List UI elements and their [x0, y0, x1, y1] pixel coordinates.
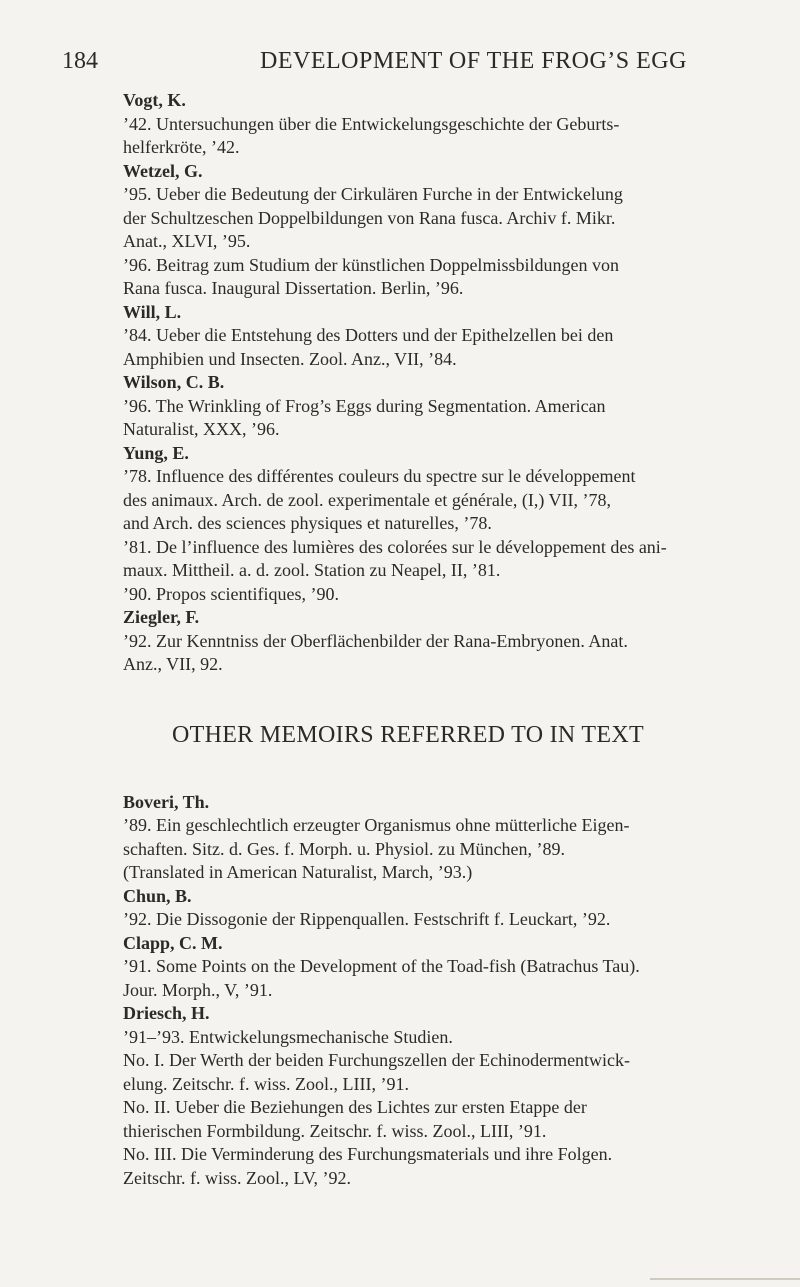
reference-line: Zeitschr. f. wiss. Zool., LV, ’92.	[123, 1167, 351, 1188]
reference-entry	[123, 1049, 789, 1096]
reference-entry	[123, 630, 789, 677]
reference-entry	[123, 536, 789, 583]
reference-line: Anat., XLVI, ’95.	[123, 231, 251, 251]
bibliography	[0, 89, 800, 1190]
reference-line: ’84. Ueber die Entstehung des Dotters und der Epithelzellen bei den	[123, 325, 614, 345]
reference-author: Boveri, Th.	[123, 791, 210, 812]
reference-line: des animaux. Arch. de zool. experimentale et générale, (I,) VII, ’78,	[123, 489, 611, 510]
reference-author: Wetzel, G.	[123, 160, 203, 181]
reference-line: schaften. Sitz. d. Ges. f. Morph. u. Physiol. zu München, ’89.	[123, 838, 565, 859]
reference-line: ’96. Beitrag zum Studium der künstlichen Doppelmissbildungen von	[123, 254, 619, 275]
reference-line: and Arch. des sciences physiques et naturelles, ’78.	[123, 513, 492, 533]
reference-entry	[123, 254, 789, 301]
reference-author: Vogt, K.	[123, 90, 186, 110]
reference-line: thierischen Formbildung. Zeitschr. f. wiss. Zool., LIII, ’91.	[123, 1120, 547, 1141]
reference-author: Yung, E.	[123, 442, 189, 463]
reference-line: Jour. Morph., V, ’91.	[123, 979, 273, 1000]
reference-line: No. I. Der Werth der beiden Furchungszellen der Echinodermentwick-	[123, 1050, 631, 1070]
reference-line: Naturalist, XXX, ’96.	[123, 419, 280, 439]
reference-line: ’95. Ueber die Bedeutung der Cirkulären Furche in der Entwickelung	[123, 184, 623, 204]
reference-entry	[123, 183, 789, 254]
reference-line: ’96. The Wrinkling of Frog’s Eggs during Segmentation. American	[123, 395, 606, 416]
reference-line: No. III. Die Verminderung des Furchungsmaterials und ihre Folgen.	[123, 1144, 613, 1164]
reference-entry	[123, 1026, 789, 1050]
reference-line: ’89. Ein geschlechtlich erzeugter Organismus ohne mütterliche Eigen-	[123, 815, 630, 835]
reference-entry	[123, 1143, 789, 1190]
reference-author: Wilson, C. B.	[123, 372, 225, 392]
reference-entry	[123, 113, 789, 160]
reference-entry	[123, 814, 789, 885]
reference-line: Rana fusca. Inaugural Dissertation. Berlin, ’96.	[123, 278, 464, 298]
reference-line: Amphibien und Insecten. Zool. Anz., VII, ’84.	[123, 348, 457, 369]
reference-line: ’91. Some Points on the Development of the Toad-fish (Batrachus Tau).	[123, 956, 640, 976]
reference-author: Will, L.	[123, 301, 182, 322]
reference-line: (Translated in American Naturalist, March, ’93.)	[123, 862, 473, 882]
other-reference-list	[0, 791, 800, 1191]
reference-entry	[123, 465, 789, 536]
reference-author: Clapp, C. M.	[123, 932, 223, 953]
reference-entry	[123, 395, 789, 442]
reference-line: ’91–’93. Entwickelungsmechanische Studien.	[123, 1026, 453, 1047]
reference-entry	[123, 955, 789, 1002]
reference-line: ’92. Zur Kenntniss der Oberflächenbilder der Rana-Embryonen. Anat.	[123, 630, 628, 651]
reference-entry	[123, 583, 789, 607]
page-number: 184	[62, 48, 98, 74]
reference-line: ’92. Die Dissogonie der Rippenquallen. Festschrift f. Leuckart, ’92.	[123, 909, 611, 929]
reference-line: ’81. De l’influence des lumières des colorées sur le développement des ani-	[123, 536, 667, 557]
page-edge-shadow	[650, 1278, 800, 1280]
reference-line: ’78. Influence des différentes couleurs du spectre sur le développement	[123, 466, 636, 486]
reference-line: elung. Zeitschr. f. wiss. Zool., LIII, ’91.	[123, 1073, 409, 1094]
section-title: OTHER MEMOIRS REFERRED TO IN TEXT	[172, 721, 644, 748]
reference-line: ’90. Propos scientifiques, ’90.	[123, 583, 339, 604]
reference-entry	[123, 324, 789, 371]
reference-list	[0, 89, 800, 677]
reference-author: Ziegler, F.	[123, 607, 200, 627]
page-header	[62, 48, 752, 84]
reference-entry	[123, 908, 789, 932]
reference-author: Chun, B.	[123, 885, 192, 906]
reference-line: Anz., VII, 92.	[123, 654, 223, 674]
reference-line: No. II. Ueber die Beziehungen des Lichtes zur ersten Etappe der	[123, 1097, 587, 1117]
reference-line: maux. Mittheil. a. d. zool. Station zu Neapel, II, ’81.	[123, 560, 501, 580]
reference-line: helferkröte, ’42.	[123, 137, 240, 157]
reference-line: der Schultzeschen Doppelbildungen von Rana fusca. Archiv f. Mikr.	[123, 207, 616, 228]
reference-author: Driesch, H.	[123, 1003, 210, 1023]
reference-entry	[123, 1096, 789, 1143]
reference-line: ’42. Untersuchungen über die Entwickelungsgeschichte der Geburts-	[123, 113, 620, 134]
running-head: DEVELOPMENT OF THE FROG’S EGG	[260, 48, 687, 74]
